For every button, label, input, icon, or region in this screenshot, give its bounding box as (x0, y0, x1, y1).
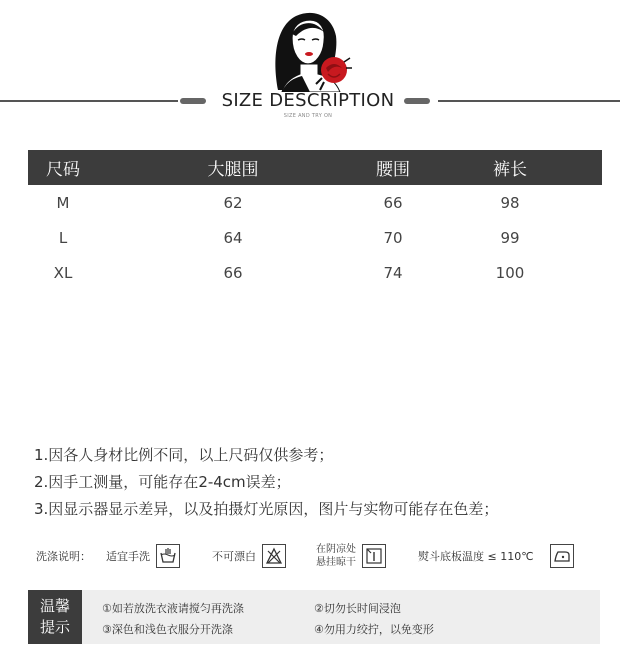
page-title: SIZE DESCRIPTION (221, 90, 395, 111)
cell-thigh: 66 (223, 263, 243, 282)
shade-dry-label (316, 543, 356, 569)
iron-icon (550, 544, 574, 568)
title-divider-pill-right (404, 98, 430, 104)
size-table (28, 150, 602, 290)
hand-wash-label: 适宜手洗 (106, 550, 150, 563)
tip-item: ④勿用力绞拧，以免变形 (314, 623, 434, 636)
tip-item: ②切勿长时间浸泡 (314, 602, 401, 615)
title-divider-pill-left (180, 98, 206, 104)
cell-thigh: 64 (223, 228, 243, 247)
brand-illustration (270, 8, 354, 92)
cell-waist: 66 (383, 193, 403, 212)
header-length: 裤长 (493, 160, 527, 180)
shade-dry-label-line1: 在阴凉处 (316, 544, 356, 555)
tip-item: ①如若放洗衣液请搅匀再洗涤 (102, 602, 244, 615)
care-hand-wash (106, 540, 180, 572)
table-row (28, 185, 602, 220)
header-waist: 腰围 (376, 160, 410, 180)
tips-tag (28, 590, 82, 644)
care-heading (36, 540, 91, 572)
header-size: 尺码 (46, 160, 80, 180)
no-bleach-label: 不可漂白 (212, 550, 256, 563)
iron-label: 熨斗底板温度 ≤ 110℃ (418, 550, 534, 563)
care-instructions (36, 540, 600, 572)
cell-thigh: 62 (223, 193, 243, 212)
table-row (28, 220, 602, 255)
cell-length: 99 (500, 228, 520, 247)
hand-wash-icon (156, 544, 180, 568)
title-divider-right (438, 100, 620, 102)
care-shade-dry (316, 540, 386, 572)
header-thigh: 大腿围 (207, 160, 259, 180)
cell-waist: 74 (383, 263, 403, 282)
size-notes (34, 442, 498, 523)
cell-waist: 70 (383, 228, 403, 247)
cell-size: XL (53, 263, 73, 282)
no-bleach-icon (262, 544, 286, 568)
title-divider-left (0, 100, 178, 102)
note-item: 1.因各人身材比例不同，以上尺码仅供参考； (34, 446, 334, 464)
care-no-bleach (212, 540, 286, 572)
tip-item: ③深色和浅色衣服分开洗涤 (102, 623, 233, 636)
line-dry-shade-icon (362, 544, 386, 568)
care-heading-label: 洗涤说明： (36, 550, 91, 563)
note-item: 3.因显示器显示差异，以及拍摄灯光原因，图片与实物可能存在色差； (34, 500, 499, 518)
tips-tag-line1: 温馨 (39, 597, 70, 615)
shade-dry-label-line2: 悬挂晾干 (316, 557, 356, 568)
cell-length: 98 (500, 193, 520, 212)
cell-size: L (58, 228, 68, 247)
cell-size: M (56, 193, 70, 212)
size-table-header (28, 150, 602, 185)
tips-tag-line2: 提示 (39, 618, 70, 636)
care-iron (418, 540, 574, 572)
cell-length: 100 (495, 263, 525, 282)
note-item: 2.因手工测量，可能存在2-4cm误差； (34, 473, 291, 491)
table-row (28, 255, 602, 290)
page-subtitle: SIZE AND TRY ON (283, 113, 333, 119)
